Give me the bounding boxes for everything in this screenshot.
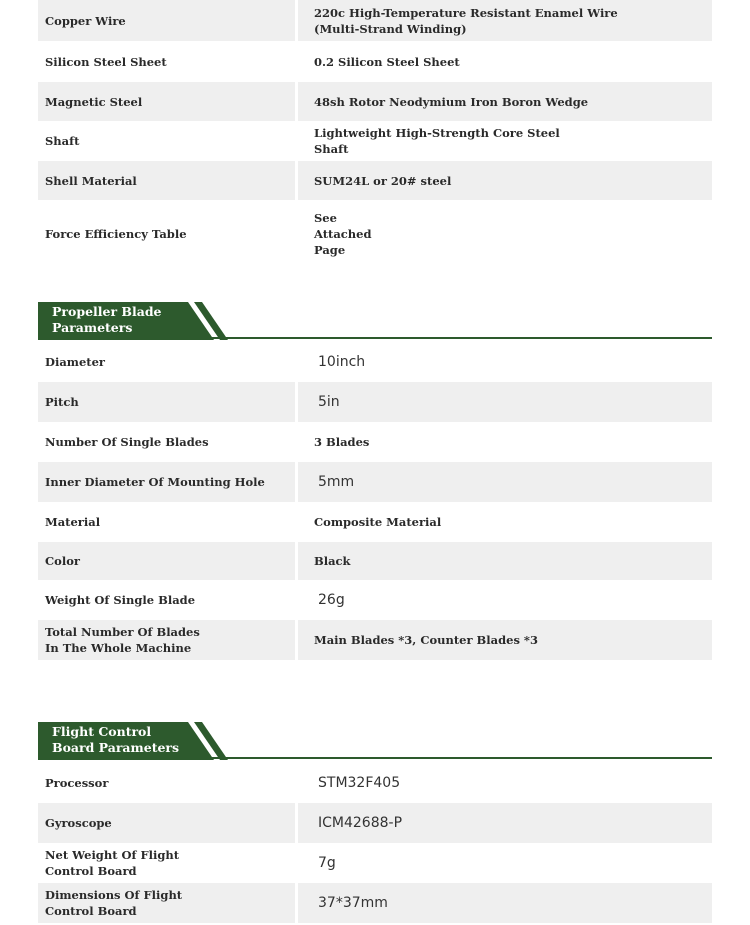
table-row [38,542,712,580]
row-label: Magnetic Steel [45,94,143,109]
row-value: See Attached Page [314,211,372,257]
section-title: Flight Control Board Parameters [52,724,180,755]
row-value: Composite Material [314,515,442,529]
row-value: 5mm [318,474,355,490]
table-row [38,620,712,660]
row-value: Lightweight High-Strength Core Steel Shaft [314,126,560,156]
table-row [38,462,712,502]
table-row [38,82,712,121]
row-value: Black [314,554,351,568]
propeller-table [38,342,712,660]
row-value: 37*37mm [318,895,388,911]
table-row [38,843,712,883]
table-row [38,41,712,82]
row-value: 10inch [318,354,366,370]
row-label: Material [45,515,101,529]
row-value: Main Blades *3, Counter Blades *3 [314,633,538,647]
table-row [38,580,712,620]
row-value: 48sh Rotor Neodymium Iron Boron Wedge [314,94,589,109]
row-value: ICM42688-P [318,815,403,831]
flight-control-table [38,763,712,923]
section-title: Propeller Blade Parameters [52,304,162,335]
row-value: 0.2 Silicon Steel Sheet [314,54,460,69]
row-label: Silicon Steel Sheet [45,54,167,69]
row-label: Copper Wire [45,13,126,28]
row-label: Color [45,554,80,568]
table-row [38,200,712,268]
row-value: 220c High-Temperature Resistant Enamel Wire (Multi-Strand Winding) [314,5,618,36]
table-row [38,763,712,803]
motor-material-table [38,0,712,268]
row-label: Shell Material [45,173,137,188]
row-label: Gyroscope [45,816,112,830]
table-row [38,382,712,422]
table-row [38,883,712,923]
flight-control-section-header [38,722,712,760]
table-row [38,161,712,200]
row-label: Force Efficiency Table [45,227,187,241]
row-label: Diameter [45,355,105,369]
row-label: Dimensions Of Flight Control Board [45,888,183,918]
row-label: Total Number Of Blades In The Whole Machine [45,625,200,655]
row-label: Number Of Single Blades [45,435,209,449]
row-value: SUM24L or 20# steel [314,173,452,188]
row-label: Inner Diameter Of Mounting Hole [45,475,265,489]
row-label: Processor [45,776,109,790]
row-value: STM32F405 [318,775,401,791]
row-label: Net Weight Of Flight Control Board [45,848,180,878]
table-row [38,502,712,542]
propeller-section-header [38,302,712,340]
table-row [38,803,712,843]
row-value: 7g [318,855,336,871]
table-row [38,422,712,462]
row-label: Pitch [45,395,79,409]
table-row [38,0,712,41]
row-value: 5in [318,394,340,410]
row-value: 3 Blades [314,435,370,449]
row-label: Weight Of Single Blade [45,593,196,607]
row-value: 26g [318,592,345,608]
row-label: Shaft [45,134,80,148]
table-row [38,121,712,161]
table-row [38,342,712,382]
